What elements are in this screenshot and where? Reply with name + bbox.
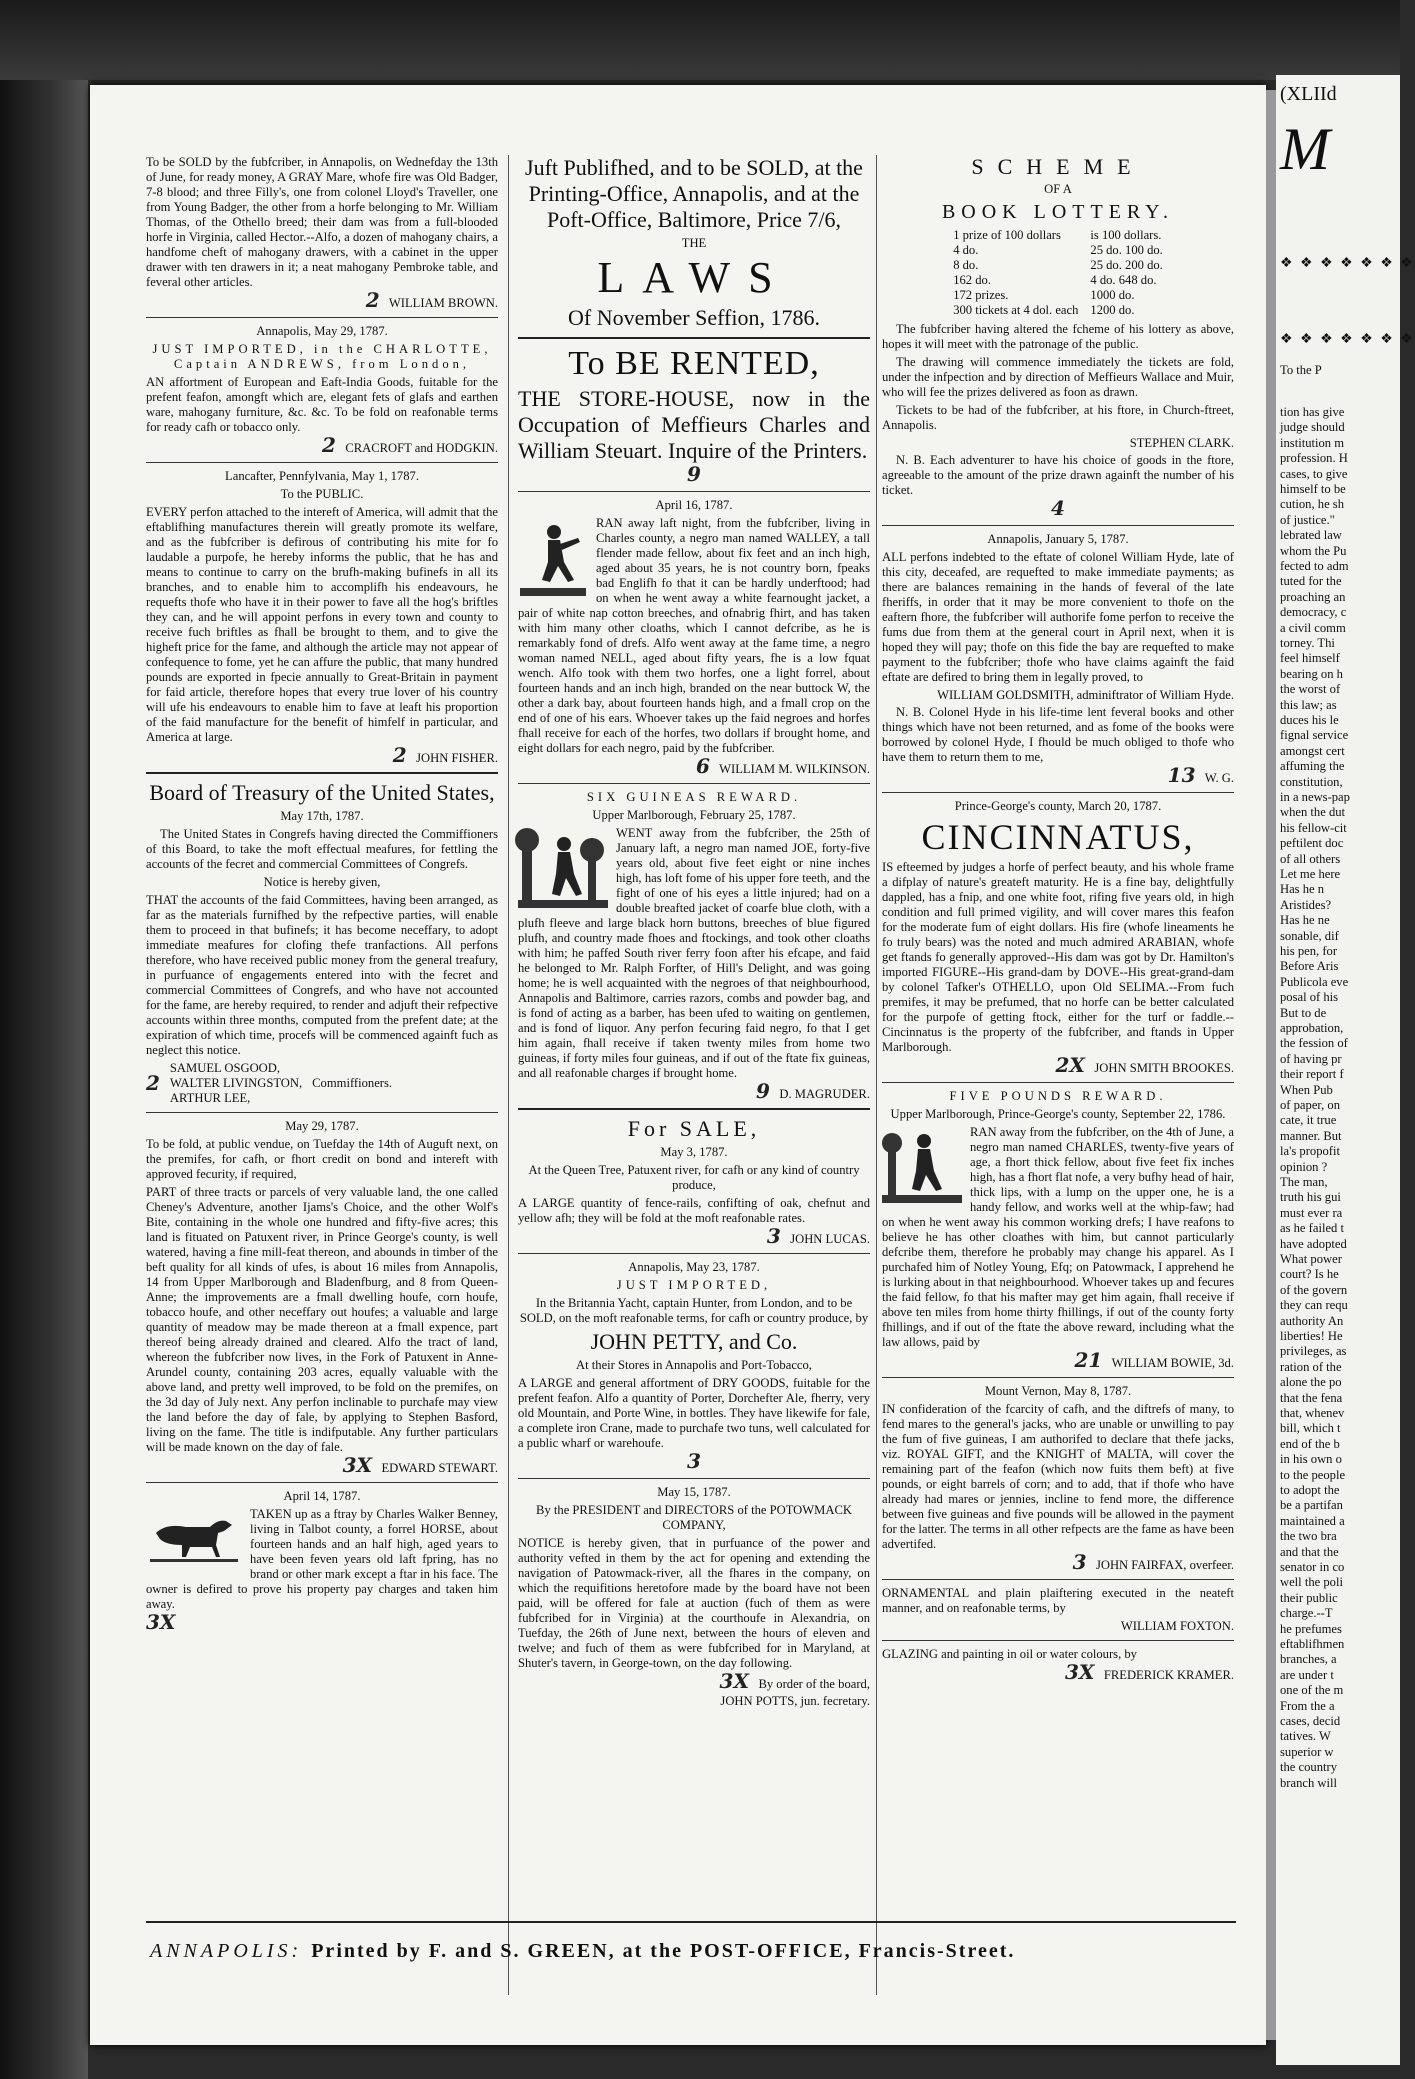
ad-just-imported-charlotte <box>146 324 498 456</box>
ad-signature: JOHN FISHER. <box>416 751 498 765</box>
next-page-line: Has he n <box>1280 882 1325 897</box>
table-row <box>947 303 1169 318</box>
lottery-table <box>947 228 1169 318</box>
next-page-line: proaching an <box>1280 589 1346 604</box>
ad-dateline: April 14, 1787. <box>283 1489 361 1503</box>
runaway-woodcut-icon <box>518 830 608 910</box>
footer-rule <box>146 1921 1236 1923</box>
ad-text: THAT the accounts of the faid Committees, having been arranged, as far as the materials furnifhed by the refpective parties, will enable them to proceed in that bufinefs; it has become neceffary, to adopt immediate meafures for clofing thefe tranfactions. All perfons therefore, who have received public money from the general treafury, in purfuance of engagements entered into with the fecret and commercial Committees of Congrefs, and who have not accounted for the fame, are hereby required, to render and adjuft their refpective accounts within three months, computed from the prefent date; at the expiration of which time, procefs will be commenced againft fuch as neglect this notice. <box>146 893 498 1057</box>
ad-intro: Juft Publifhed, and to be SOLD, at the Printing-Office, Annapolis, and at the Poft-Office, Baltimore, Price 7/6, <box>525 155 863 232</box>
ad-potowmack-company <box>518 1485 870 1709</box>
ad-runaway-walley <box>518 498 870 777</box>
ad-dateline: May 3, 1787. <box>660 1145 728 1159</box>
next-page-line: Publicola eve <box>1280 974 1349 989</box>
divider <box>518 783 870 784</box>
next-page-to-the: To the P <box>1280 363 1322 377</box>
imprint-printer: Printed by F. and S. GREEN, at the POST-OFFICE, Francis-Street. <box>311 1940 1016 1962</box>
column-2 <box>518 155 870 1715</box>
ad-location: At their Stores in Annapolis and Port-Tobacco, <box>576 1358 812 1372</box>
handwritten-mark: 3 <box>766 1224 781 1248</box>
next-page-line: duces his le <box>1280 713 1339 727</box>
next-page-line: this law; as <box>1280 697 1337 712</box>
ad-text: TAKEN up as a ftray by Charles Walker Benney, living in Talbot county, a forrel HORSE, about fourteen hands and an half high, aged years to have been feven years old laft fpring, has no brand or other mark except a ftar in his face. The owner is defired to prove his property pay charges and taken him away. <box>146 1507 498 1611</box>
ad-five-pounds-reward <box>882 1089 1234 1371</box>
ad-text: A LARGE quantity of fence-rails, confifting of oak, chefnut and yellow afh; they will be fold at the moft reafonable rates. <box>518 1196 870 1225</box>
next-page-line: profession. H <box>1280 451 1348 466</box>
ad-heading: JUST IMPORTED, in the CHARLOTTE, Captain ANDREWS, from London, <box>152 342 492 371</box>
next-page-line: the country <box>1280 1760 1338 1775</box>
next-page-line: of paper, on <box>1280 1098 1340 1112</box>
ad-title: For SALE, <box>627 1116 761 1141</box>
imprint-place: ANNAPOLIS: <box>150 1940 303 1962</box>
ad-text: IS efteemed by judges a horfe of perfect beauty, and his whole frame a difplay of nature's greateft maturity. He is a fine bay, delightfully dappled, has a fnip, and one white foot, rifing five years old, in high condition and full primed vigility, and will cover mares this feafon for the moderate fum of eight dollars. His fire (whofe lineaments he fo truly bears) was the noted and much admired ARABIAN, whofe get ftands fo generally approved--His dam was got by Dr. Hamilton's imported FIGURE--His grand-dam by DOVE--His great-grand-dam by colonel Tafker's OTHELLO, upon Old SELIMA.--From fuch premifes, it may be prefumed, that no horfe can be better calculated for the purpofe of getting ftock, either for the turf or faddle.--Cincinnatus is the property of the fubfcriber, and ftands in Upper Marlborough. <box>882 860 1234 1054</box>
next-page-line: posal of his <box>1280 990 1339 1005</box>
ad-heading: Board of Treasury of the United States, <box>149 780 495 805</box>
table-cell: 162 do. <box>953 273 991 287</box>
ad-firm: JOHN PETTY, and Co. <box>590 1329 798 1354</box>
next-page-line: feel himself <box>1280 651 1340 666</box>
ad-mount-vernon-jacks <box>882 1384 1234 1573</box>
next-page-line: to the people <box>1280 1467 1346 1482</box>
ad-text: A LARGE and general affortment of DRY GOODS, fuitable for the prefent feafon. Alfo a quantity of Porter, Dorchefter Ale, fherry, very old Mountain, and Porte Wine, in bottles. They have likewife for fale, a complete iron Crane, made to purchafe two tuns, well calculated for a public wharf or warehoufe. <box>518 1376 870 1450</box>
ad-dateline: Prince-George's county, March 20, 1787. <box>954 799 1162 813</box>
ad-text: RAN away laft night, from the fubfcriber, living in Charles county, a negro man named WALLEY, a tall flender made fellow, about fix feet and an inch high, aged about 35 years, he is not country born, fpeaks bad Englifh fo that it can be hardly underftood; had on when he went away a white fearnought jacket, a pair of white nap cotton breeches, and ofnabrig fhirt, and has taken with him many other cloaths, which I cannot defcribe, as he is remarkably fond of drefs. Alfo went away at the fame time, a negro woman named NELL, aged about fifty years, fhe is a low fquat wench. Alfo took with them two horfes, one a light forrel, about fourteen hands and an inch high, branded on the near buttock W, the other a dark bay, about fourteen hands high, and a fmall crop on the end of one of his ears. Whoever takes up the faid negroes and horfes fhall receive for each of the horfes, two dollars if brought home, and eight dollars for each negro, paid by the fubfcriber. <box>518 516 870 755</box>
divider <box>882 792 1234 793</box>
next-page-line: But to de <box>1280 1005 1327 1020</box>
next-page-line: that the fena <box>1280 1390 1343 1405</box>
next-page-line: From the a <box>1280 1698 1335 1713</box>
next-page-line: What power <box>1280 1252 1342 1266</box>
next-page-line: the two bra <box>1280 1529 1337 1544</box>
ad-dateline: May 15, 1787. <box>657 1485 731 1499</box>
next-page-line: he prefumes <box>1280 1621 1342 1636</box>
ad-signature: WILLIAM BROWN. <box>388 296 498 310</box>
ad-signature: EDWARD STEWART. <box>381 1461 498 1475</box>
next-page-line: superior w <box>1280 1744 1334 1759</box>
runaway-figure-icon <box>518 520 588 600</box>
ad-laws <box>518 155 870 331</box>
next-page-line: Let me here <box>1280 867 1341 881</box>
handwritten-mark: 3X <box>342 1453 372 1477</box>
ad-title: To BE RENTED, <box>568 345 820 382</box>
next-page-line: Has he ne <box>1280 913 1330 928</box>
ad-signature: W. G. <box>1204 771 1234 785</box>
table-cell: 25 do. 200 do. <box>1090 258 1163 272</box>
table-cell: 8 do. <box>953 258 979 272</box>
next-page-line: when the dut <box>1280 805 1346 820</box>
divider <box>146 1112 498 1113</box>
ad-text: The drawing will commence immediately the tickets are fold, under the infpection and by direction of Meffieurs Wallace and Muir, who will fee the prizes delivered as foon as drawn. <box>882 355 1234 399</box>
lottery-scheme: SCHEME <box>971 154 1145 179</box>
ad-heading: FIVE POUNDS REWARD. <box>949 1089 1167 1103</box>
next-page-line: charge.--T <box>1280 1606 1333 1621</box>
ad-signature: JOHN POTTS, jun. fecretary. <box>720 1694 870 1708</box>
next-page-line: authority An <box>1280 1313 1344 1328</box>
handwritten-mark: 3X <box>146 1610 176 1634</box>
handwritten-mark: 9 <box>756 1079 770 1103</box>
handwritten-mark: 6 <box>695 754 710 778</box>
next-page-line: amongst cert <box>1280 743 1345 758</box>
table-cell: is 100 dollars. <box>1090 228 1162 242</box>
next-page-line: one of the m <box>1280 1683 1344 1698</box>
divider <box>882 1579 1234 1580</box>
next-page-line: of all others <box>1280 851 1341 866</box>
next-page-line: as he failed t <box>1280 1221 1344 1236</box>
divider <box>146 317 498 318</box>
table-row <box>947 228 1169 243</box>
next-page-line: and that the <box>1280 1544 1339 1559</box>
next-page-line: tatives. W <box>1280 1729 1331 1744</box>
next-page-line: lebrated law <box>1280 528 1342 543</box>
next-page-line: Before Aris <box>1280 959 1339 974</box>
next-page-line: end of the b <box>1280 1436 1340 1451</box>
divider <box>518 1253 870 1254</box>
divider <box>518 1108 870 1110</box>
ad-heading: SIX GUINEAS REWARD. <box>586 790 802 804</box>
table-cell: 300 tickets at 4 dol. each <box>953 303 1079 317</box>
ad-text: WENT away from the fubfcriber, the 25th of January laft, a negro man named JOE, forty-five years old, about five feet eight or nine inches high, has loft fome of his upper fore teeth, and the fight of one of his eyes a little injured; had on a double breafted jacket of coarfe blue cloth, with a plufh fleeve and large black horn buttons, breeches of blue figured plufh, and country made fhoes and ftockings, and took other cloaths with him; he paffed South river ferry foon after his efcape, and faid he belonged to Mr. Ralph Forfter, of Hill's Delight, and was going home; he is well acquainted with the negroes of that neighbourhood, Annapolis and Baltimore, carries razors, combs and powder bag, and is fond of acting as a barber, has been ufed to waiting on gentlemen, and is fond of liquor. Any perfon fecuring faid negro, fo that I get him again, fhall receive if taken twenty miles from home two guineas, if forty miles four guineas, and if out of the ftate fix guineas, and all reafonable charges if brought home. <box>518 826 870 1080</box>
imprint-footer <box>150 1940 1150 1963</box>
next-page-line: of the govern <box>1280 1282 1348 1297</box>
ad-dateline: Lancafter, Pennfylvania, May 1, 1787. <box>225 469 419 483</box>
ad-signature: WILLIAM GOLDSMITH, adminiftrator of William Hyde. <box>937 688 1234 702</box>
next-page-big-letter: M <box>1280 116 1330 182</box>
ad-to-be-rented <box>518 345 870 485</box>
runaway-woodcut-icon <box>882 1129 962 1205</box>
handwritten-mark: 2X <box>1055 1053 1085 1077</box>
ornament-row: ❖ ❖ ❖ ❖ ❖ ❖ ❖ <box>1280 332 1415 347</box>
ad-for-sale-fence-rails <box>518 1116 870 1247</box>
next-page-line: ration of the <box>1280 1359 1342 1374</box>
ad-heading: JUST IMPORTED, <box>616 1278 772 1292</box>
next-page-line: la's propofit <box>1280 1144 1340 1159</box>
ad-six-guineas-reward <box>518 790 870 1102</box>
divider <box>882 1377 1234 1378</box>
table-cell: 172 prizes. <box>953 288 1009 302</box>
commissioner-name: ARTHUR LEE, <box>169 1091 251 1105</box>
ad-text: RAN away from the fubfcriber, on the 4th of June, a negro man named CHARLES, twenty-five years of age, a fhort thick fellow, about five feet fix inches high, has a fhort flat nofe, a very bufhy head of hair, thick lips, with a lump on the upper one, he is a handy fellow, and works well at the whip-faw; had on when he went away his common working drefs; I have reafons to believe he has other cloathes with him, but cannot particularly defcribe them, therefore he probably may change his apparel. As I purchafed him of Notley Young, Efq; on Patowmack, I apprehend he is lurking about in that neighbourhood. Whoever takes up and fecures the faid fellow, fo that his mafter may get him again, fhall receive if above ten miles from home thirty fhillings, if out of the county forty fhillings, and if out of the ftate the above reward, including what the law allows, paid by <box>882 1125 1234 1349</box>
next-page-line: they can requ <box>1280 1298 1348 1313</box>
next-page-line: fignal service <box>1280 728 1349 743</box>
next-page-line: are under t <box>1280 1667 1334 1682</box>
next-page-line: the worst of <box>1280 682 1341 697</box>
table-row <box>947 258 1169 273</box>
table-row <box>947 288 1169 303</box>
next-page-line: must ever ra <box>1280 1205 1343 1220</box>
divider <box>518 1478 870 1479</box>
next-page-line: affuming the <box>1280 759 1345 774</box>
ad-dateline: Annapolis, January 5, 1787. <box>987 532 1129 546</box>
next-page-line: alone the po <box>1280 1375 1342 1390</box>
ad-text: THE STORE-HOUSE, now in the Occupation of Meffieurs Charles and William Steuart. Inquire of the Printers. <box>518 386 870 463</box>
next-page-line: When Pub <box>1280 1082 1333 1097</box>
next-page-line: branches, a <box>1280 1652 1337 1667</box>
divider <box>518 491 870 492</box>
ad-text: EVERY perfon attached to the intereft of America, will admit that the eftablifhing manufactures therein will greatly promote its welfare, and as the fubfcriber is defirous of contributing his mite for fo laudable a purpofe, he hereby informs the public, that he has and means to continue to carry on the brufh-making bufinefs in all its branches, and to enable him to accomplifh his endeavours, he requefts thofe who have it in their power to fave all the hog's briftles they can, and he will appoint perfons in every town and county to receive fuch briftles as fhall be brought to them, and to give the higheft price for the fame, and although the article may not appear of confequence to fome, yet he can affure the public, that many hundred pounds are exported in fpecie annually to Great-Britain in payment for faid article, therefore hopes that every true lover of his country will ufe his endeavours to enable him to fave at leaft his proportion of the faid manufacture for the benefit of himfelf in particular, and America at large. <box>146 505 498 744</box>
table-cell: 1 prize of 100 dollars <box>953 228 1061 242</box>
ad-dateline: May 29, 1787. <box>285 1119 359 1133</box>
next-page-line: their public <box>1280 1590 1338 1605</box>
next-page-line: have adopted <box>1280 1236 1347 1251</box>
table-cell: 25 do. 100 do. <box>1090 243 1163 257</box>
ad-signature: WILLIAM FOXTON. <box>1120 1619 1234 1633</box>
next-page-strip <box>1276 75 1415 2065</box>
next-page-line: institution m <box>1280 435 1345 450</box>
page-edge <box>1266 90 1276 2040</box>
ad-dateline: April 16, 1787. <box>655 498 733 512</box>
ad-hyde-estate <box>882 532 1234 786</box>
divider <box>146 1482 498 1483</box>
ad-dateline: Mount Vernon, May 8, 1787. <box>984 1384 1132 1398</box>
ad-dateline: Upper Marlborough, February 25, 1787. <box>592 808 796 822</box>
next-page-line: opinion ? <box>1280 1159 1328 1174</box>
column-rule-1 <box>508 155 509 1995</box>
handwritten-mark: 2 <box>146 1071 160 1095</box>
next-page-line: manner. But <box>1280 1128 1342 1143</box>
ad-signature: STEPHEN CLARK. <box>1129 436 1234 450</box>
ad-heading: By the PRESIDENT and DIRECTORS of the POTOWMACK COMPANY, <box>536 1503 852 1532</box>
ornament-row: ❖ ❖ ❖ ❖ ❖ ❖ ❖ <box>1280 256 1415 271</box>
next-page-line: in a news-pap <box>1280 790 1350 804</box>
ad-text: ALL perfons indebted to the eftate of colonel William Hyde, late of this city, deceafed, are requefted to make immediate payments; as there are balances remaining in the hands of feveral of the late fheriffs, in order that it may be more convenient to thofe on the eaftern fhore, the fubfcriber will authorife fome perfon to receive the fums due from them at the general court in April next, when it is hoped they will pay; thofe on this fide the bay are requefted to make payment to the fubfcriber; thofe who have claims againft the faid eftate are defired to bring them in legally proved, to <box>882 550 1234 684</box>
handwritten-mark: 3X <box>1064 1660 1095 1684</box>
next-page-line: tuted for the <box>1280 574 1342 589</box>
next-page-line: maintained a <box>1280 1513 1345 1528</box>
next-page-line: their report f <box>1280 1067 1344 1082</box>
divider <box>146 772 498 774</box>
handwritten-mark: 13 <box>1167 763 1196 787</box>
laws-session: Of November Seffion, 1786. <box>568 305 820 330</box>
ad-intro: In the Britannia Yacht, captain Hunter, from London, and to be SOLD, on the moft reafonable terms, for cafh or country produce, by <box>519 1296 869 1325</box>
column-1 <box>146 155 498 1639</box>
ad-text: To be SOLD by the fubfcriber, in Annapolis, on Wednefday the 13th of June, for ready money, A GRAY Mare, whofe fire was Old Badger, 7-8 blood; and three Filly's, one from colonel Lloyd's Traveller, one from Young Badger, the other from a horfe belonging to Mr. William Thomas, of the Othello breed; their dam was from a full-blooded horfe in Virginia, called Hector.--Alfo, a dozen of mahogany chairs, a handfome cheft of mahogany drawers, with a cabinet in the upper drawer with ten drawers in it; a neat mahogany Pembroke table, and feveral other articles. <box>146 155 498 289</box>
ad-signature: D. MAGRUDER. <box>779 1087 870 1101</box>
next-page-mark: (XLIId <box>1280 83 1337 105</box>
next-page-line: liberties! He <box>1280 1329 1343 1343</box>
ad-text: The United States in Congrefs having directed the Commiffioners of this Board, to take the moft effectual meafures, for fettling the accounts of the fecret and commercial Committees of Congrefs. <box>146 827 498 871</box>
ad-signature: WILLIAM M. WILKINSON. <box>719 762 870 776</box>
next-page-line: a civil comm <box>1280 620 1346 635</box>
table-cell: 1200 do. <box>1090 303 1135 317</box>
divider <box>146 462 498 463</box>
commissioner-name: WALTER LIVINGSTON, <box>169 1076 303 1090</box>
ad-dateline: Annapolis, May 23, 1787. <box>628 1260 760 1274</box>
ad-dateline: May 17th, 1787. <box>280 809 364 823</box>
next-page-line: bearing on h <box>1280 666 1343 681</box>
ad-plaistering <box>882 1586 1234 1634</box>
book-binding <box>0 80 88 2079</box>
column-rule-2 <box>876 155 877 1995</box>
next-page-line: of having pr <box>1280 1051 1342 1066</box>
next-page-line: court? Is he <box>1280 1267 1339 1282</box>
handwritten-mark: 3 <box>687 1449 701 1473</box>
handwritten-mark: 21 <box>1074 1348 1103 1372</box>
scan-top-frame <box>0 0 1400 80</box>
table-row <box>947 273 1169 288</box>
table-cell: 1000 do. <box>1090 288 1135 302</box>
next-page-line: to adopt the <box>1280 1483 1340 1497</box>
next-page-line: fected to adm <box>1280 559 1349 573</box>
ad-dateline: Annapolis, May 29, 1787. <box>256 324 388 338</box>
ad-text: ORNAMENTAL and plain plaiftering executed in the neateft manner, and on reafonable terms, by <box>882 1586 1234 1615</box>
lottery-title: BOOK LOTTERY. <box>941 201 1175 223</box>
next-page-line: judge should <box>1280 420 1345 435</box>
next-page-line: whom the Pu <box>1280 543 1347 558</box>
next-page-line: tion has give <box>1280 405 1345 419</box>
divider <box>518 337 870 339</box>
next-page-line: well the poli <box>1280 1575 1343 1590</box>
handwritten-mark: 3X <box>719 1669 749 1693</box>
ad-text: NOTICE is hereby given, that in purfuance of the power and authority vefted in them by the act for opening and extending the navigation of Patowmack-river, all the fhares in the company, on which the requifitions heretofore made by the board have not been paid, will be offered for fale at auction (fuch of them as were fubfcribed for in Virginia) at the courthoufe in Alexandria, on Tuefday, the 26th of June next, between the hours of eleven and twelve; and fuch of them as were fubfcribed for in Maryland, at Shuter's tavern, in George-town, on the day following. <box>518 1536 870 1670</box>
next-page-line: Aristides? <box>1280 897 1332 912</box>
next-page-line: his fellow-cit <box>1280 820 1347 835</box>
commissioners-block <box>146 1061 498 1106</box>
ad-text: AN affortment of European and Eaft-India Goods, fuitable for the prefent feafon, amongft which are, elegant fets of glafs and earthen ware, mahogany furniture, &c. &c. To be fold on reafonable terms for ready cafh or tobacco only. <box>146 375 498 434</box>
divider <box>882 525 1234 526</box>
ad-john-petty <box>518 1260 870 1472</box>
newspaper-page <box>90 85 1266 2045</box>
next-page-line: cate, it true <box>1280 1113 1337 1128</box>
handwritten-mark: 3 <box>1072 1550 1087 1574</box>
ad-order: By order of the board, <box>758 1677 870 1691</box>
next-page-line: cases, to give <box>1280 466 1348 481</box>
ad-text: GLAZING and painting in oil or water colours, by <box>882 1647 1137 1661</box>
ad-text: Tickets to be had of the fubfcriber, at his ftore, in Church-ftreet, Annapolis. <box>882 403 1234 432</box>
next-page-line: that, whenev <box>1280 1406 1345 1420</box>
divider <box>882 1082 1234 1083</box>
next-page-line: The man, <box>1280 1175 1328 1189</box>
ad-board-of-treasury <box>146 780 498 1106</box>
next-page-line: cution, he sh <box>1280 497 1345 512</box>
next-page-line: democracy, c <box>1280 605 1347 620</box>
ad-intro: At the Queen Tree, Patuxent river, for cafh or any kind of country produce, <box>528 1163 860 1192</box>
ad-text: The fubfcriber having altered the fcheme of his lottery as above, hopes it will meet with the patronage of the public. <box>882 322 1234 351</box>
ad-intro: To be fold, at public vendue, on Tuefday the 14th of Auguft next, on the premifes, for cafh, or fhort credit on bond and intereft with approved fecurity, if required, <box>146 1137 498 1181</box>
ad-signature: JOHN SMITH BROOKES. <box>1094 1061 1234 1075</box>
next-page-line: truth his gui <box>1280 1190 1341 1205</box>
next-page-line: sonable, dif <box>1280 928 1339 943</box>
next-page-line: senator in co <box>1280 1560 1345 1574</box>
handwritten-mark: 4 <box>1051 496 1065 520</box>
next-page-line: peftilent doc <box>1280 836 1344 851</box>
ad-heading: To the PUBLIC. <box>280 487 364 501</box>
ad-signature: JOHN FAIRFAX, overfeer. <box>1095 1558 1234 1572</box>
lottery-of-a: OF A <box>1044 182 1072 196</box>
ad-signature: FREDERICK KRAMER. <box>1103 1668 1234 1682</box>
divider <box>882 1640 1234 1641</box>
ad-subheading: Notice is hereby given, <box>263 875 381 889</box>
ad-text: IN confideration of the fcarcity of cafh, and the diftrefs of many, to fend mares to the general's jacks, who are unable or unwilling to pay the fum of five guineas, I am authorifed to declare that thefe jacks, viz. ROYAL GIFT, and the KNIGHT of MALTA, will cover the remaining part of the feafon (which now fuits them beft) at five pounds, or eight barrels of corn; and to add, that if thofe who have already had mares or jennies, incline to fend more, the difference between five guineas and five pounds will be allowed in the payment for the latter. The terms in all other refpects are the fame as have been advertifed. <box>882 1402 1234 1551</box>
laws-the: THE <box>681 236 707 250</box>
next-page-line: of justice." <box>1280 512 1335 527</box>
ad-signature: CRACROFT and HODGKIN. <box>345 441 498 455</box>
handwritten-mark: 2 <box>392 743 407 767</box>
ad-glazing <box>882 1647 1234 1683</box>
next-page-line: constitution, <box>1280 774 1343 789</box>
ad-nb: N. B. Colonel Hyde in his life-time lent feveral books and other things which have not been returned, and as fome of the books were borrowed by colonel Hyde, I fhould be much obliged to thofe who have them to return them to me, <box>882 705 1234 764</box>
next-page-line: cases, decid <box>1280 1714 1341 1728</box>
next-page-line: the fession of <box>1280 1036 1348 1051</box>
next-page-line: be a partifan <box>1280 1498 1343 1513</box>
next-page-line: his pen, for <box>1280 944 1338 958</box>
ad-text: PART of three tracts or parcels of very valuable land, the one called Cheney's Adventure, another Ijams's Choice, and the other Wolf's Bite, containing in the whole one hundred and fifty-five acres; this land is fituated on Patuxent river, in Prince George's county, is well watered, having a fine mill-feat thereon, and abounds in timber of the beft quality for all kinds of ufes, is about 16 miles from Annapolis, 14 from Upper Marlborough and Bladenfburg, and 8 from Queen-Anne; the improvements are a fmall dwelling houfe, corn houfe, tobacco houfe, and other neceffary out houfes; a valuable and large quantity of meadow may be made thereon at a fmall expence, part thereof being already drained and cleared. Alfo the tract of land, whereon the fubfcriber now lives, in the Fork of Patuxent in Anne-Arundel county, containing 203 acres, equally valuable with the above land, and pretty well improved, to be fold on the premifes, on the 3d day of July next. Any perfon inclinable to purchafe may view the land before the day of fale, by applying to Stephen Basford, living on the fame. The title is indifputable. Any further particulars will be made known on the day of fale. <box>146 1185 498 1454</box>
ad-to-the-public <box>146 469 498 766</box>
ad-signature: WILLIAM BOWIE, 3d. <box>1111 1356 1234 1370</box>
next-page-line: branch will <box>1280 1775 1338 1790</box>
table-cell: 4 do. 648 do. <box>1090 273 1157 287</box>
laws-title: LAWS <box>597 253 791 302</box>
table-cell: 4 do. <box>953 243 979 257</box>
next-page-line: bill, which t <box>1280 1421 1341 1436</box>
ad-dateline: Upper Marlborough, Prince-George's county, September 22, 1786. <box>890 1107 1226 1121</box>
next-page-line: torney. Thi <box>1280 636 1335 650</box>
ad-stray-horse <box>146 1489 498 1633</box>
next-page-line: in his own o <box>1280 1452 1342 1467</box>
commissioner-name: SAMUEL OSGOOD, <box>169 1061 281 1075</box>
ad-nb: N. B. Each adventurer to have his choice of goods in the ftore, agreeable to the amount of the prize drawn againft the number of his ticket. <box>882 453 1234 497</box>
handwritten-mark: 2 <box>365 288 380 312</box>
column-3 <box>882 155 1234 1689</box>
ad-signature: JOHN LUCAS. <box>790 1232 870 1246</box>
horse-woodcut-icon <box>146 1511 242 1567</box>
handwritten-mark: 2 <box>321 433 336 457</box>
table-row <box>947 243 1169 258</box>
ad-cincinnatus <box>882 799 1234 1076</box>
next-page-line: himself to be <box>1280 482 1346 496</box>
ad-gray-mare <box>146 155 498 311</box>
ad-book-lottery <box>882 155 1234 519</box>
handwritten-mark: 9 <box>687 462 701 486</box>
ad-land-vendue <box>146 1119 498 1476</box>
next-page-line: approbation, <box>1280 1021 1344 1035</box>
next-page-line: privileges, as <box>1280 1344 1347 1359</box>
ad-title: CINCINNATUS, <box>921 817 1195 857</box>
commissioners-label: Commiffioners. <box>312 1076 393 1090</box>
next-page-line: eftablifhmen <box>1280 1637 1345 1651</box>
